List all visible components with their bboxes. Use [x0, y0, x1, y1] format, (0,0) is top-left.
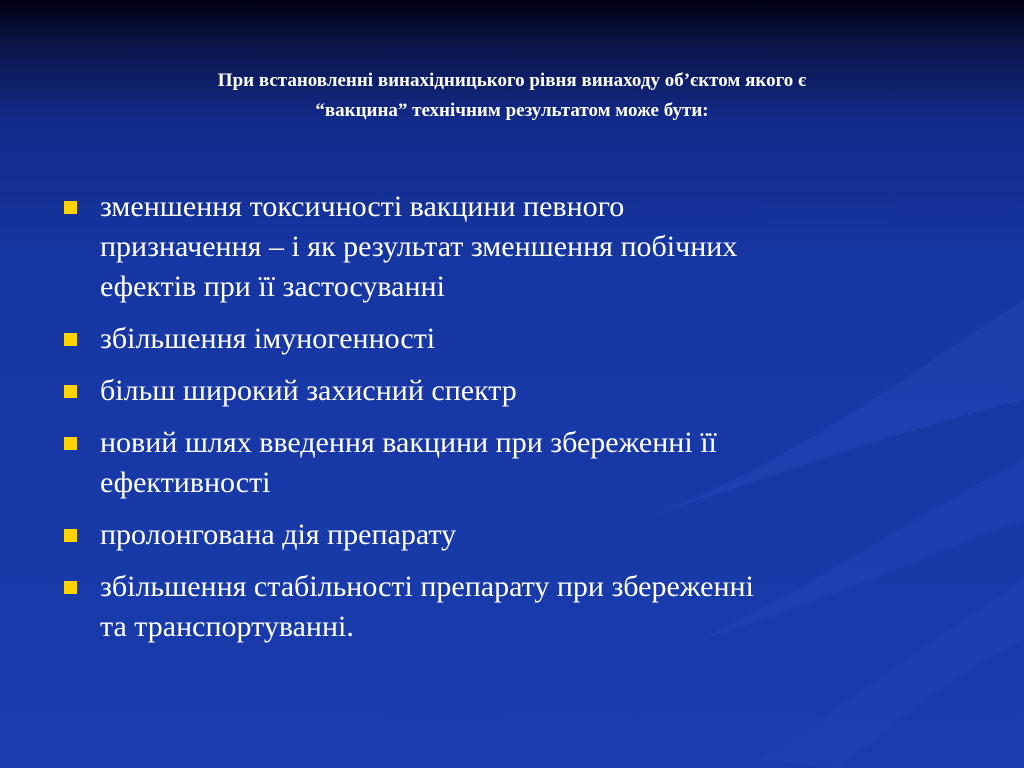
bullet-text-line: пролонгована дія препарату [100, 518, 457, 551]
bullet-text-line: зменшення токсичності вакцини певного [100, 190, 625, 223]
bullet-item [62, 567, 962, 647]
bullet-list [62, 187, 962, 659]
square-bullet-icon [64, 437, 77, 450]
bullet-text-line: збільшення стабільності препарату при збереженні [100, 570, 754, 603]
bullet-item [62, 515, 962, 555]
bullet-text-line: та транспортуванні. [100, 610, 354, 643]
bullet-text-line: ефектів при її застосуванні [100, 270, 445, 303]
square-bullet-icon [64, 581, 77, 594]
slide-title-line: При встановленні винахідницького рівня винаходу об’єктом якого є [217, 70, 807, 91]
slide-title-line: “вакцина” технічним результатом може бути: [315, 100, 709, 121]
bullet-item [62, 319, 962, 359]
bullet-item [62, 371, 962, 411]
bullet-item [62, 187, 962, 307]
square-bullet-icon [64, 385, 77, 398]
bullet-item [62, 423, 962, 503]
bullet-text-line: збільшення імуногенності [100, 322, 436, 355]
bullet-text-line: ефективності [100, 466, 271, 499]
square-bullet-icon [64, 201, 77, 214]
square-bullet-icon [64, 529, 77, 542]
slide-title [100, 66, 924, 126]
bullet-text-line: більш широкий захисний спектр [100, 374, 517, 407]
square-bullet-icon [64, 333, 77, 346]
bullet-text-line: призначення – і як результат зменшення побічних [100, 230, 738, 263]
bullet-text-line: новий шлях введення вакцини при збереженні її [100, 426, 717, 459]
